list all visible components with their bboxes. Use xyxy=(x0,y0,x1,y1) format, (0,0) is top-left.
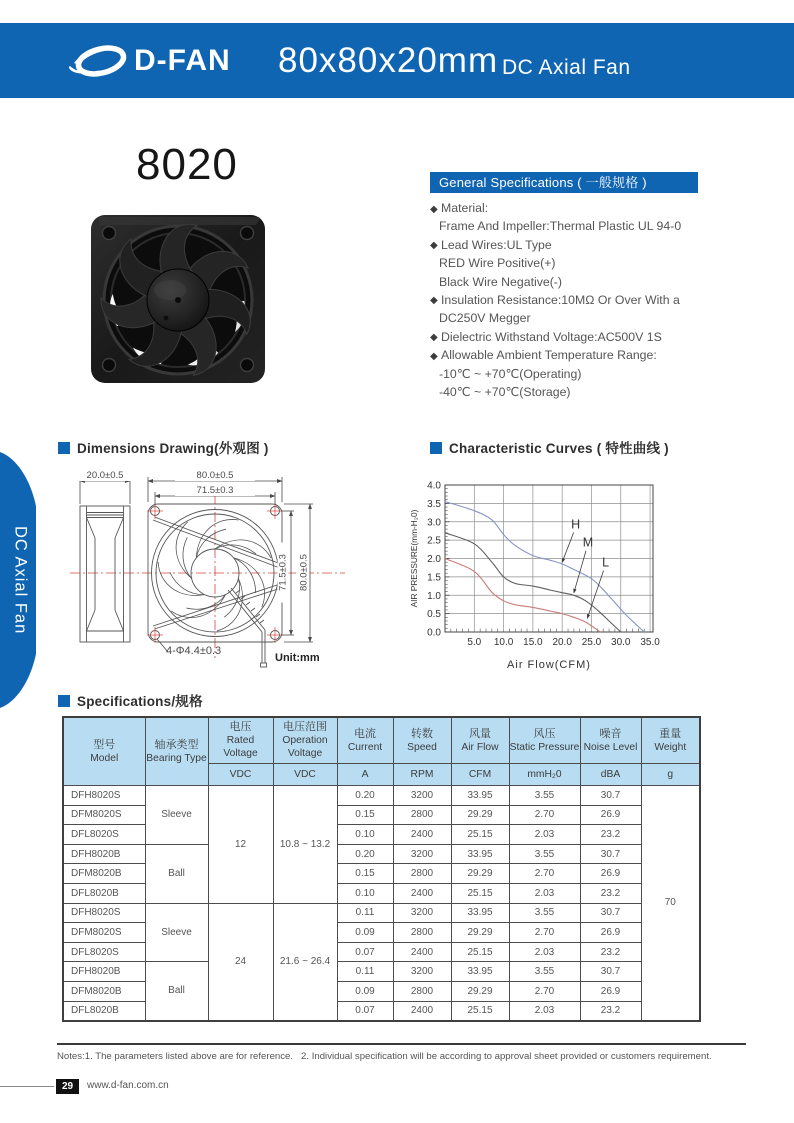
operation-voltage-cell: 21.6 ~ 26.4 xyxy=(273,903,337,1021)
airflow-cell: 25.15 xyxy=(451,883,509,903)
x-tick-label: 35.0 xyxy=(640,637,660,648)
current-cell: 0.11 xyxy=(337,903,393,923)
airflow-cell: 29.29 xyxy=(451,864,509,884)
x-tick-label: 25.0 xyxy=(581,637,602,648)
current-cell: 0.09 xyxy=(337,923,393,943)
model-cell: DFM8020S xyxy=(63,805,145,825)
current-cell: 0.09 xyxy=(337,981,393,1001)
diamond-bullet-icon: ◆ xyxy=(430,350,438,362)
model-cell: DFL8020S xyxy=(63,825,145,845)
spec-item xyxy=(430,273,750,291)
curves-section-heading xyxy=(430,437,669,457)
bearing-cell: Sleeve xyxy=(145,786,208,845)
airflow-cell: 33.95 xyxy=(451,844,509,864)
pressure-cell: 3.55 xyxy=(509,903,580,923)
noise-cell: 30.7 xyxy=(580,903,641,923)
dimensions-drawing xyxy=(60,462,360,677)
side-tab-label: DC Axial Fan xyxy=(11,525,30,635)
x-tick-label: 10.0 xyxy=(493,637,514,648)
col-unit: dBA xyxy=(580,764,641,786)
spec-item xyxy=(430,309,750,327)
spec-item xyxy=(430,236,750,254)
y-tick-label: 4.0 xyxy=(427,480,441,492)
x-tick-label: 30.0 xyxy=(611,637,631,648)
model-cell: DFL8020B xyxy=(63,883,145,903)
y-tick-label: 3.0 xyxy=(427,517,441,529)
spec-item-text: Material: xyxy=(441,201,489,215)
x-tick-label: 5.0 xyxy=(467,637,482,648)
size-title: 80x80x20mm xyxy=(278,41,499,80)
spec-item xyxy=(430,199,750,217)
noise-cell: 26.9 xyxy=(580,805,641,825)
bearing-cell: Ball xyxy=(145,844,208,903)
specs-section-heading xyxy=(58,690,203,710)
spec-table xyxy=(62,716,701,1022)
header-band xyxy=(0,23,794,98)
y-tick-label: 0.5 xyxy=(427,609,441,621)
y-tick-label: 1.0 xyxy=(427,590,441,602)
y-axis-label: AIR PRESSURE(mm-H₂0) xyxy=(409,509,419,608)
y-tick-label: 2.5 xyxy=(427,535,441,547)
spec-item-text: Lead Wires:UL Type xyxy=(441,237,552,252)
pressure-cell: 2.70 xyxy=(509,981,580,1001)
section-bullet-icon xyxy=(430,442,442,454)
spec-item-text: Dielectric Withstand Voltage:AC500V 1S xyxy=(441,329,662,344)
curve-label-arrow xyxy=(574,551,586,593)
airflow-cell: 33.95 xyxy=(451,786,509,806)
brand-logo xyxy=(68,43,231,79)
current-cell: 0.20 xyxy=(337,786,393,806)
diamond-bullet-icon: ◆ xyxy=(430,295,438,307)
curve-H xyxy=(445,502,644,633)
curve-label-M: M xyxy=(582,535,594,550)
speed-cell: 2800 xyxy=(393,864,451,884)
col-header: 风压 Static Pressure xyxy=(509,717,580,764)
noise-cell: 26.9 xyxy=(580,864,641,884)
col-header: 电流 Current xyxy=(337,717,393,764)
table-row xyxy=(63,962,700,982)
spec-item-text: RED Wire Positive(+) xyxy=(439,256,556,271)
speed-cell: 3200 xyxy=(393,844,451,864)
general-specs-title-bar: General Specifications ( 一般规格 ) xyxy=(430,172,698,193)
pressure-cell: 3.55 xyxy=(509,962,580,982)
operation-voltage-cell: 10.8 ~ 13.2 xyxy=(273,786,337,904)
noise-cell: 30.7 xyxy=(580,962,641,982)
dim-height-outer-label: 80.0±0.5 xyxy=(299,543,310,603)
curve-label-arrow xyxy=(562,532,573,562)
table-row xyxy=(63,844,700,864)
spec-item-text: Allowable Ambient Temperature Range: xyxy=(441,348,657,363)
dimensions-section-title: Dimensions Drawing(外观图 ) xyxy=(77,441,269,456)
speed-cell: 2400 xyxy=(393,825,451,845)
speed-cell: 2400 xyxy=(393,942,451,962)
spec-item-text: DC250V Megger xyxy=(439,311,531,326)
pressure-cell: 3.55 xyxy=(509,786,580,806)
y-tick-label: 3.5 xyxy=(427,498,441,510)
dim-width-outer-label: 80.0±0.5 xyxy=(175,470,255,481)
dim-hole-pitch-h-label: 71.5±0.3 xyxy=(175,485,255,496)
diamond-bullet-icon: ◆ xyxy=(430,240,438,252)
diamond-bullet-icon: ◆ xyxy=(430,203,438,215)
pressure-cell: 2.70 xyxy=(509,864,580,884)
col-header: 噪音 Noise Level xyxy=(580,717,641,764)
current-cell: 0.11 xyxy=(337,962,393,982)
spec-item-text: -10℃ ~ +70℃(Operating) xyxy=(439,366,582,381)
airflow-cell: 29.29 xyxy=(451,923,509,943)
speed-cell: 2800 xyxy=(393,923,451,943)
spec-item xyxy=(430,383,750,401)
noise-cell: 26.9 xyxy=(580,981,641,1001)
diamond-bullet-icon: ◆ xyxy=(430,332,438,344)
noise-cell: 26.9 xyxy=(580,923,641,943)
pressure-cell: 2.03 xyxy=(509,825,580,845)
col-unit: CFM xyxy=(451,764,509,786)
footer-rule xyxy=(57,1043,746,1045)
airflow-cell: 33.95 xyxy=(451,962,509,982)
x-tick-label: 15.0 xyxy=(523,637,543,648)
noise-cell: 30.7 xyxy=(580,844,641,864)
dimensions-section-heading xyxy=(58,437,269,457)
model-cell: DFL8020S xyxy=(63,942,145,962)
spec-item xyxy=(430,346,750,364)
speed-cell: 3200 xyxy=(393,786,451,806)
table-row xyxy=(63,903,700,923)
section-bullet-icon xyxy=(58,442,70,454)
specs-section-title: Specifications/规格 xyxy=(77,694,203,709)
col-header: 轴承类型 Bearing Type xyxy=(145,717,208,786)
speed-cell: 2400 xyxy=(393,1001,451,1021)
y-tick-label: 2.0 xyxy=(427,554,441,565)
airflow-cell: 29.29 xyxy=(451,805,509,825)
model-cell: DFH8020B xyxy=(63,962,145,982)
curve-label-L: L xyxy=(602,555,610,570)
pressure-cell: 3.55 xyxy=(509,844,580,864)
airflow-cell: 25.15 xyxy=(451,942,509,962)
spec-item xyxy=(430,291,750,309)
spec-item xyxy=(430,217,750,235)
airflow-cell: 33.95 xyxy=(451,903,509,923)
pressure-cell: 2.70 xyxy=(509,923,580,943)
brand-name: D-FAN xyxy=(134,44,231,77)
spec-item xyxy=(430,365,750,383)
pressure-cell: 2.03 xyxy=(509,1001,580,1021)
pressure-cell: 2.03 xyxy=(509,883,580,903)
col-unit: mmH₂0 xyxy=(509,764,580,786)
current-cell: 0.07 xyxy=(337,942,393,962)
weight-cell: 70 xyxy=(641,786,700,1021)
page-tick-line xyxy=(0,1086,54,1087)
y-tick-label: 1.5 xyxy=(427,572,441,584)
model-cell: DFH8020B xyxy=(63,844,145,864)
model-cell: DFM8020B xyxy=(63,864,145,884)
model-cell: DFL8020B xyxy=(63,1001,145,1021)
brand-swoosh-icon xyxy=(68,43,132,79)
dim-depth-label: 20.0±0.5 xyxy=(65,470,145,481)
airflow-cell: 25.15 xyxy=(451,825,509,845)
model-cell: DFH8020S xyxy=(63,903,145,923)
model-cell: DFH8020S xyxy=(63,786,145,806)
speed-cell: 2800 xyxy=(393,981,451,1001)
noise-cell: 23.2 xyxy=(580,825,641,845)
airflow-cell: 25.15 xyxy=(451,1001,509,1021)
side-tab xyxy=(0,448,40,712)
spec-item-text: Insulation Resistance:10MΩ Or Over With a xyxy=(441,292,680,307)
noise-cell: 23.2 xyxy=(580,883,641,903)
fan-type-subtitle: DC Axial Fan xyxy=(502,56,631,79)
curve-label-H: H xyxy=(571,517,581,532)
section-bullet-icon xyxy=(58,695,70,707)
col-header: 重量 Weight xyxy=(641,717,700,764)
dim-mounting-holes-label: 4-Φ4.4±0.3 xyxy=(166,645,222,657)
general-specs-list xyxy=(430,199,750,401)
notes-text: Notes:1. The parameters listed above are for reference. 2. Individual specification will be according to approval sheet provided or customers requirement. xyxy=(57,1051,712,1062)
col-header: 转数 Speed xyxy=(393,717,451,764)
current-cell: 0.07 xyxy=(337,1001,393,1021)
col-header: 风量 Air Flow xyxy=(451,717,509,764)
col-header: 型号 Model xyxy=(63,717,145,786)
bearing-cell: Sleeve xyxy=(145,903,208,962)
airflow-cell: 29.29 xyxy=(451,981,509,1001)
noise-cell: 30.7 xyxy=(580,786,641,806)
current-cell: 0.15 xyxy=(337,864,393,884)
pressure-cell: 2.03 xyxy=(509,942,580,962)
rated-voltage-cell: 12 xyxy=(208,786,273,904)
noise-cell: 23.2 xyxy=(580,942,641,962)
rated-voltage-cell: 24 xyxy=(208,903,273,1021)
speed-cell: 2400 xyxy=(393,883,451,903)
col-unit: RPM xyxy=(393,764,451,786)
spec-item xyxy=(430,254,750,272)
col-unit: VDC xyxy=(273,764,337,786)
site-url: www.d-fan.com.cn xyxy=(87,1080,169,1091)
dim-unit-label: Unit:mm xyxy=(275,652,320,664)
current-cell: 0.15 xyxy=(337,805,393,825)
current-cell: 0.20 xyxy=(337,844,393,864)
fan-product-photo xyxy=(88,208,268,388)
speed-cell: 2800 xyxy=(393,805,451,825)
model-cell: DFM8020S xyxy=(63,923,145,943)
x-axis-label: Air Flow(CFM) xyxy=(507,659,591,671)
col-unit: VDC xyxy=(208,764,273,786)
spec-item-text: -40℃ ~ +70℃(Storage) xyxy=(439,384,571,399)
speed-cell: 3200 xyxy=(393,903,451,923)
spec-item-text: Frame And Impeller:Thermal Plastic UL 94-0 xyxy=(439,219,682,234)
speed-cell: 3200 xyxy=(393,962,451,982)
model-cell: DFM8020B xyxy=(63,981,145,1001)
pressure-cell: 2.70 xyxy=(509,805,580,825)
dim-hole-pitch-v-label: 71.5±0.3 xyxy=(278,543,289,603)
table-row xyxy=(63,786,700,806)
col-unit: g xyxy=(641,764,700,786)
x-tick-label: 20.0 xyxy=(552,637,572,648)
page-number-badge: 29 xyxy=(56,1079,79,1094)
col-unit: A xyxy=(337,764,393,786)
spec-item xyxy=(430,328,750,346)
spec-item-text: Black Wire Negative(-) xyxy=(439,274,562,289)
col-header: 电压范围 Operation Voltage xyxy=(273,717,337,764)
noise-cell: 23.2 xyxy=(580,1001,641,1021)
bearing-cell: Ball xyxy=(145,962,208,1021)
current-cell: 0.10 xyxy=(337,883,393,903)
current-cell: 0.10 xyxy=(337,825,393,845)
y-tick-label: 0.0 xyxy=(427,627,441,639)
model-series-title: 8020 xyxy=(136,140,238,189)
col-header: 电压 Rated Voltage xyxy=(208,717,273,764)
characteristic-curves-chart xyxy=(409,462,720,676)
curves-section-title: Characteristic Curves ( 特性曲线 ) xyxy=(449,441,669,456)
